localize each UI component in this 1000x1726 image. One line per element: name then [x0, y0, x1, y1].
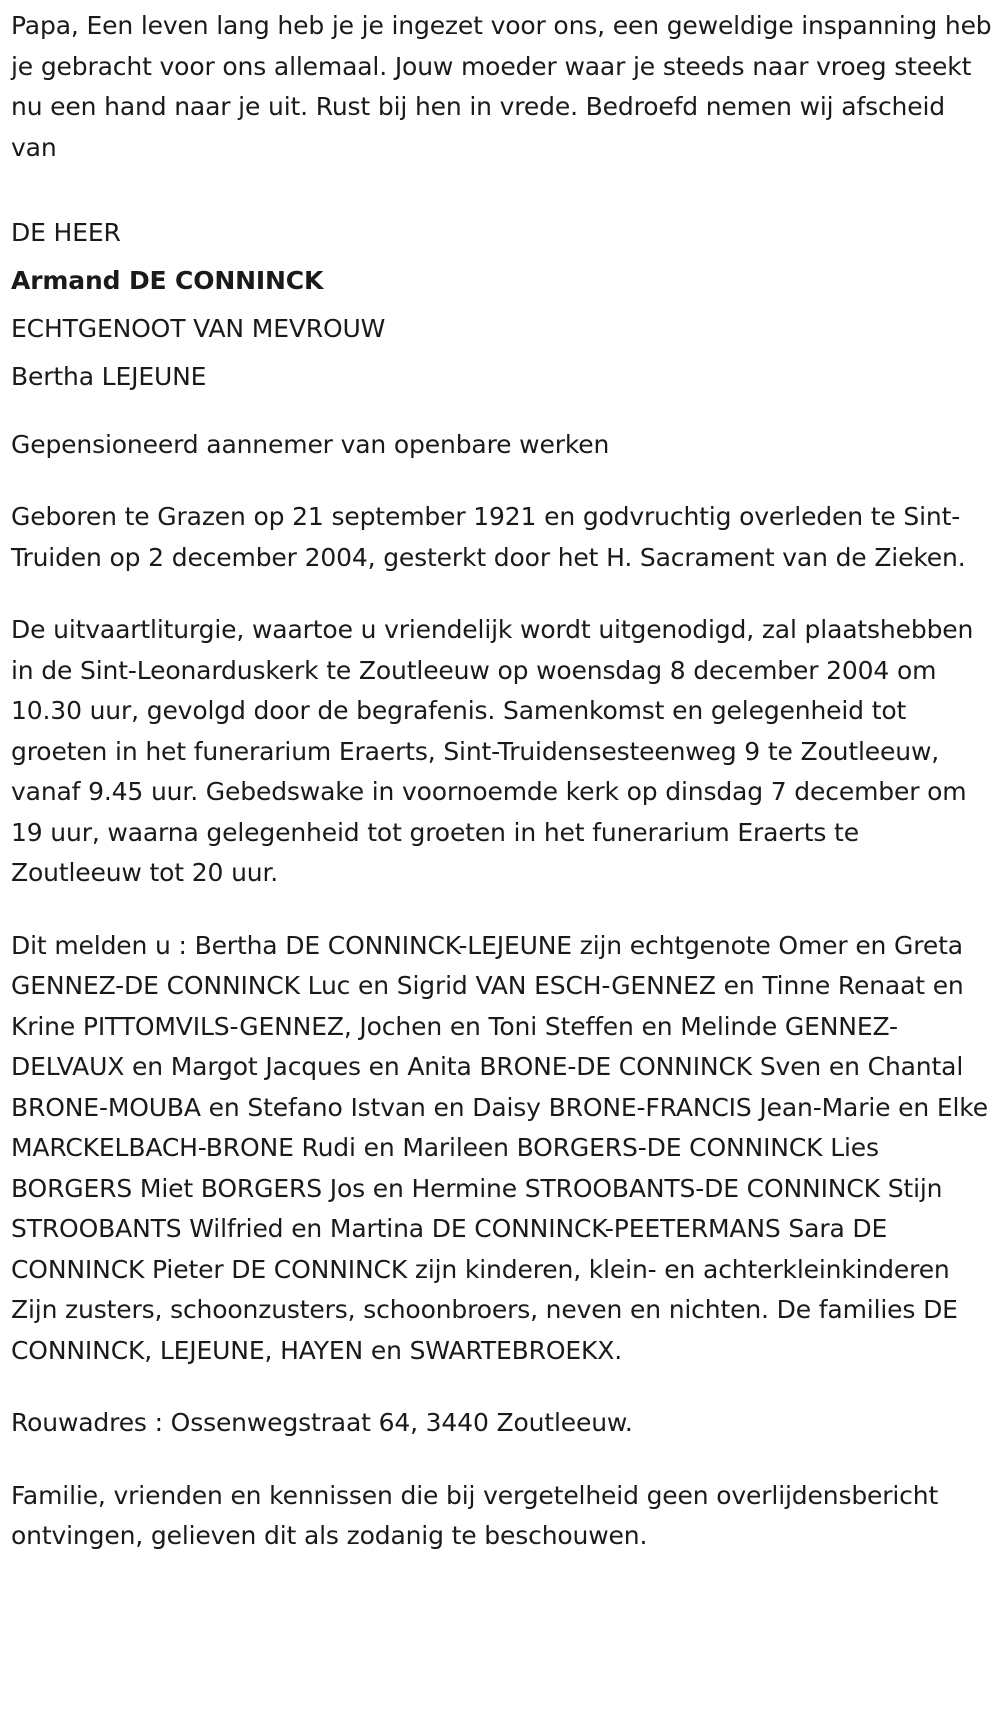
closing-paragraph: Familie, vrienden en kennissen die bij vergetelheid geen overlijdensbericht ontvingen, gelieven dit als zodanig te beschouwen. [11, 1480, 939, 1550]
birth-death-paragraph: Geboren te Grazen op 21 september 1921 en godvruchtig overleden te Sint-Truiden op 2 december 2004, gesterkt door het H. Sacrament van de Zieken. [11, 502, 966, 572]
intro-paragraph: Papa, Een leven lang heb je je ingezet voor ons, een geweldige inspanning heb je gebracht voor ons allemaal. Jouw moeder waar je steeds naar vroeg steekt nu een hand naar je uit. Rust bij hen in vrede. Bedroefd nemen wij afscheid van [11, 11, 992, 162]
address-line: Rouwadres : Ossenwegstraat 64, 3440 Zoutleeuw. [11, 1408, 633, 1437]
spacer [11, 894, 992, 926]
spacer [11, 401, 992, 425]
spouse-prefix: ECHTGENOOT VAN MEVROUW [11, 313, 386, 343]
spacer [11, 578, 992, 610]
title-prefix: DE HEER [11, 217, 121, 247]
family-paragraph: Dit melden u : Bertha DE CONNINCK-LEJEUNE zijn echtgenote Omer en Greta GENNEZ-DE CONNINCK Luc en Sigrid VAN ESCH-GENNEZ en Tinne Renaat en Krine PITTOMVILS-GENNEZ, Jochen en Toni Steffen en Melinde GENNEZ-DELVAUX en Margot Jacques en Anita BRONE-DE CONNINCK Sven en Chantal BRONE-MOUBA en Stefano Istvan en Daisy BRONE-FRANCIS Jean-Marie en Elke MARCKELBACH-BRONE Rudi en Marileen BORGERS-DE CONNINCK Lies BORGERS Miet BORGERS Jos en Hermine STROOBANTS-DE CONNINCK Stijn STROOBANTS Wilfried en Martina DE CONNINCK-PEETERMANS Sara DE CONNINCK Pieter DE CONNINCK zijn kinderen, klein- en achterkleinkinderen Zijn zusters, schoonzusters, schoonbroers, neven en nichten. De families DE CONNINCK, LEJEUNE, HAYEN en SWARTEBROEKX. [11, 930, 988, 1365]
deceased-name: Armand DE CONNINCK [11, 265, 324, 295]
spacer [11, 465, 992, 497]
profession-line: Gepensioneerd aannemer van openbare werken [11, 429, 610, 459]
spouse-name: Bertha LEJEUNE [11, 361, 207, 391]
spacer [11, 168, 992, 209]
funeral-paragraph: De uitvaartliturgie, waartoe u vriendelijk wordt uitgenodigd, zal plaatshebben in de Sint-Leonarduskerk te Zoutleeuw op woensdag 8 december 2004 om 10.30 uur, gevolgd door de begrafenis. Samenkomst en gelegenheid tot groeten in het funerarium Eraerts, Sint-Truidensesteenweg 9 te Zoutleeuw, vanaf 9.45 uur. Gebedswake in voornoemde kerk op dinsdag 7 december om 19 uur, waarna gelegenheid tot groeten in het funerarium Eraerts te Zoutleeuw tot 20 uur. [11, 615, 974, 887]
spacer [11, 1444, 992, 1476]
spacer [11, 1371, 992, 1403]
